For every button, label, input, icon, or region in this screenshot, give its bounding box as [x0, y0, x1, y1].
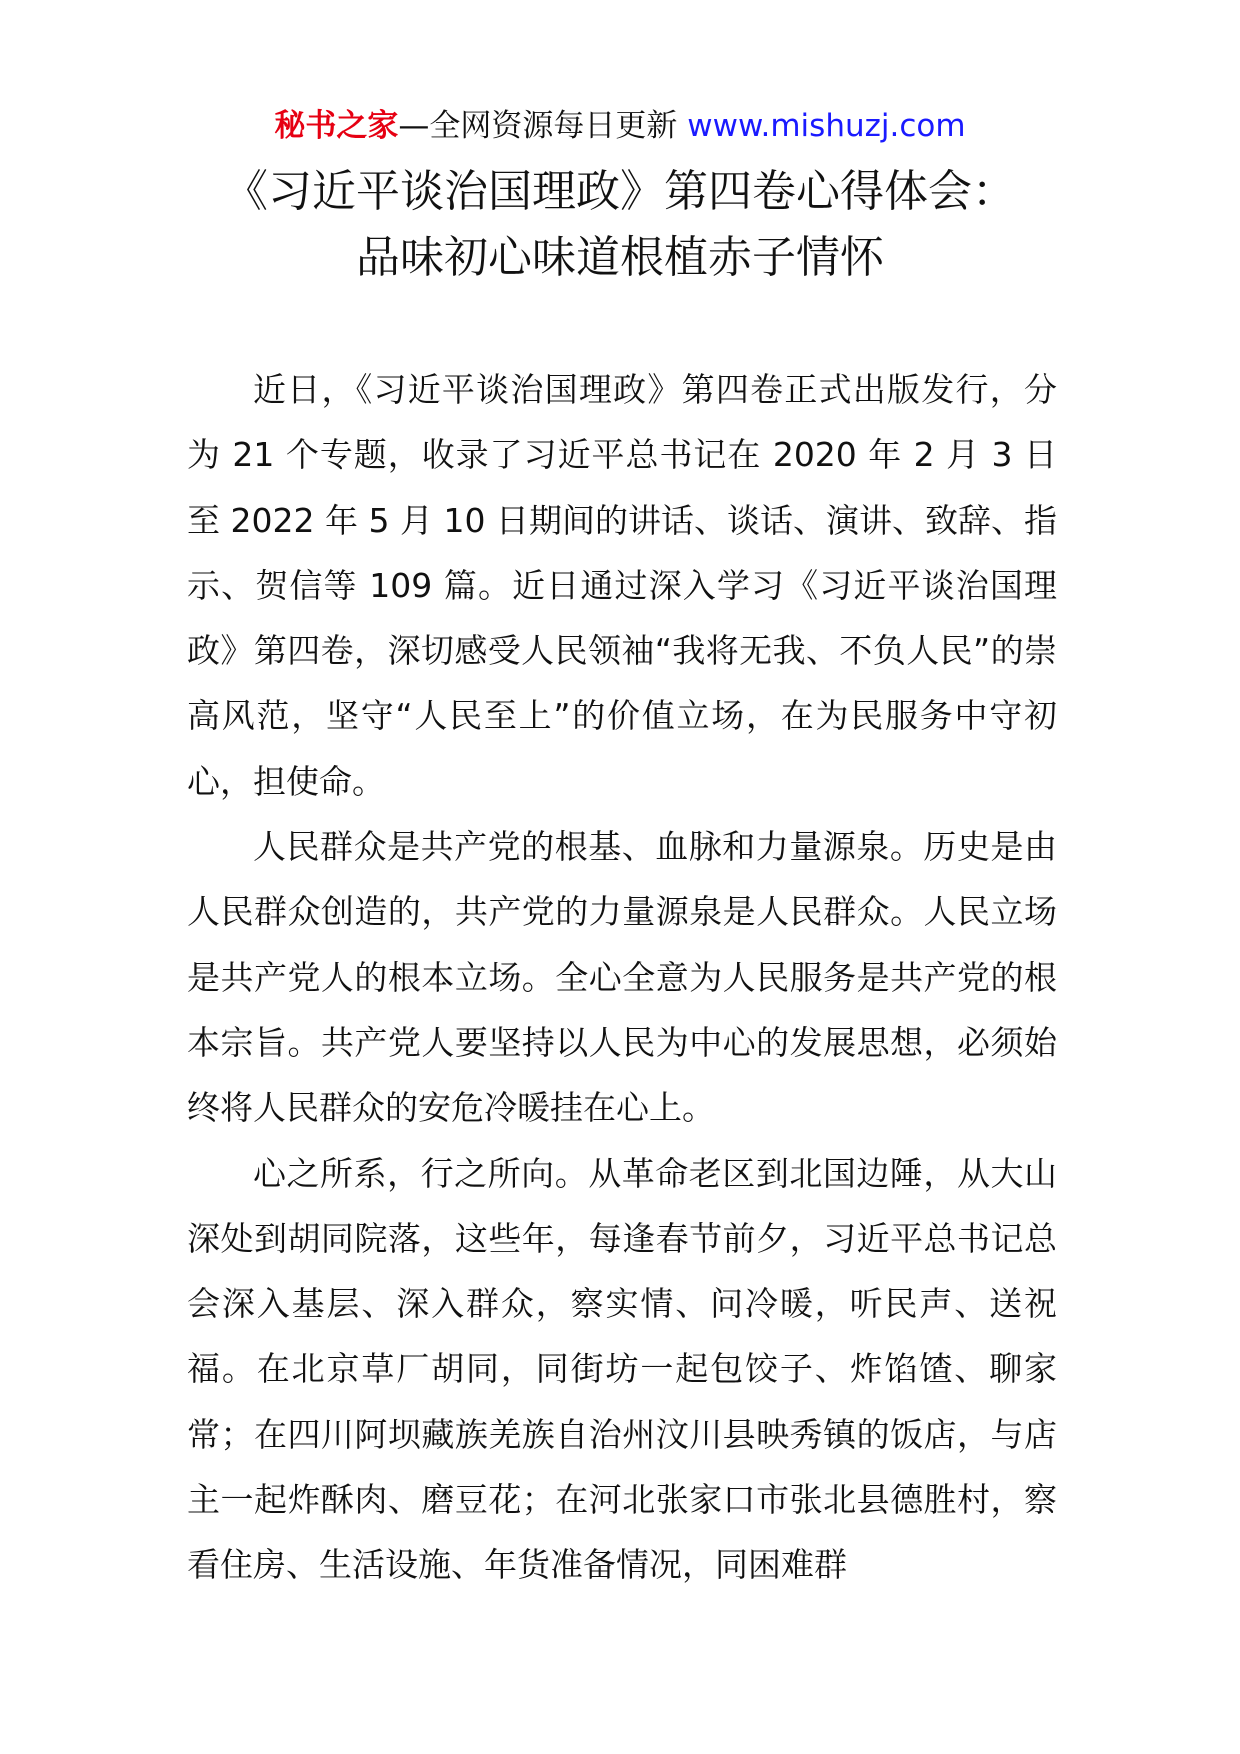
site-tagline: —全网资源每日更新	[398, 108, 688, 144]
site-url[interactable]: www.mishuzj.com	[687, 108, 966, 144]
document-title-line-2: 品味初心味道根植赤子情怀	[356, 232, 884, 283]
site-header	[0, 104, 1240, 148]
site-brand: 秘书之家	[274, 108, 399, 144]
document-title-line-1: 《习近平谈治国理政》第四卷心得体会：	[224, 166, 1016, 217]
document-body	[187, 357, 1057, 1598]
paragraph: 近日，《习近平谈治国理政》第四卷正式出版发行，分为 21 个专题，收录了习近平总书记在 2020 年 2 月 3 日至 2022 年 5 月 10 日期间的讲话、谈话、演讲、致辞、指示、贺信等 109 篇。近日通过深入学习《习近平谈治国理政》第四卷，深切感受人民领袖“我将无我、不负人民”的崇高风范，坚守“人民至上”的价值立场，在为民服务中守初心，担使命。	[187, 370, 1057, 801]
paragraph: 人民群众是共产党的根基、血脉和力量源泉。历史是由人民群众创造的，共产党的力量源泉是人民群众。人民立场是共产党人的根本立场。全心全意为人民服务是共产党的根本宗旨。共产党人要坚持以人民为中心的发展思想，必须始终将人民群众的安危冷暖挂在心上。	[187, 827, 1057, 1128]
paragraph: 心之所系，行之所向。从革命老区到北国边陲，从大山深处到胡同院落，这些年，每逢春节前夕，习近平总书记总会深入基层、深入群众，察实情、问冷暖，听民声、送祝福。在北京草厂胡同，同街坊一起包饺子、炸馅馇、聊家常；在四川阿坝藏族羌族自治州汶川县映秀镇的饭店，与店主一起炸酥肉、磨豆花；在河北张家口市张北县德胜村，察看住房、生活设施、年货准备情况，同困难群	[187, 1153, 1057, 1585]
